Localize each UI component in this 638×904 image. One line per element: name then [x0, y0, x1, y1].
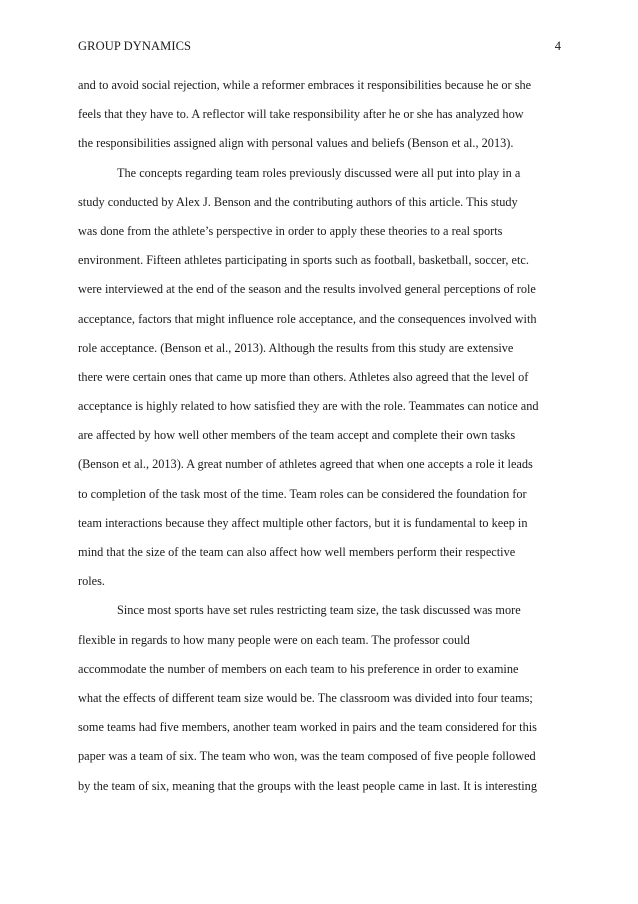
text-line: are affected by how well other members of the team accept and complete their own tasks: [78, 428, 516, 443]
text-line: acceptance is highly related to how satisfied they are with the role. Teammates can notice and: [78, 399, 539, 414]
text-line: environment. Fifteen athletes participating in sports such as football, basketball, soccer, etc.: [78, 253, 529, 268]
text-line: mind that the size of the team can also affect how well members perform their respective: [78, 545, 516, 559]
text-line: and to avoid social rejection, while a reformer embraces it responsibilities because he or she: [78, 78, 532, 92]
text-line: role acceptance. (Benson et al., 2013). Although the results from this study are extensive: [78, 340, 514, 355]
text-line: acceptance, factors that might influence role acceptance, and the consequences involved with: [78, 311, 537, 326]
text-line: what the effects of different team size would be. The classroom was divided into four teams;: [78, 690, 533, 705]
text-line: were interviewed at the end of the season and the results involved general perceptions of role: [78, 282, 536, 297]
running-head: GROUP DYNAMICS: [78, 39, 192, 53]
page-header: [78, 38, 561, 54]
text-line: to completion of the task most of the time. Team roles can be considered the foundation for: [78, 486, 527, 501]
text-line: team interactions because they affect multiple other factors, but it is fundamental to keep in: [78, 515, 528, 530]
body-text: [78, 71, 560, 801]
text-line: accommodate the number of members on each team to his preference in order to examine: [78, 661, 519, 676]
text-line: paper was a team of six. The team who won, was the team composed of five people followed: [78, 749, 536, 764]
text-line: by the team of six, meaning that the groups with the least people came in last. It is interesting: [78, 778, 537, 793]
page-number: 4: [554, 39, 561, 53]
paragraph-first-line: Since most sports have set rules restricting team size, the task discussed was more: [117, 603, 521, 618]
text-line: (Benson et al., 2013). A great number of athletes agreed that when one accepts a role it leads: [78, 457, 533, 472]
text-line: was done from the athlete’s perspective in order to apply these theories to a real sports: [78, 223, 503, 238]
text-line: flexible in regards to how many people were on each team. The professor could: [78, 632, 470, 647]
text-line: feels that they have to. A reflector will take responsibility after he or she has analyzed how: [78, 107, 524, 122]
text-line: roles.: [78, 574, 105, 589]
text-line: there were certain ones that came up more than others. Athletes also agreed that the level of: [78, 369, 529, 384]
text-line: the responsibilities assigned align with personal values and beliefs (Benson et al., 2013).: [78, 136, 514, 151]
text-line: study conducted by Alex J. Benson and the contributing authors of this article. This study: [78, 194, 518, 209]
paragraph-first-line: The concepts regarding team roles previously discussed were all put into play in a: [117, 165, 521, 180]
text-line: some teams had five members, another team worked in pairs and the team considered for this: [78, 720, 537, 735]
